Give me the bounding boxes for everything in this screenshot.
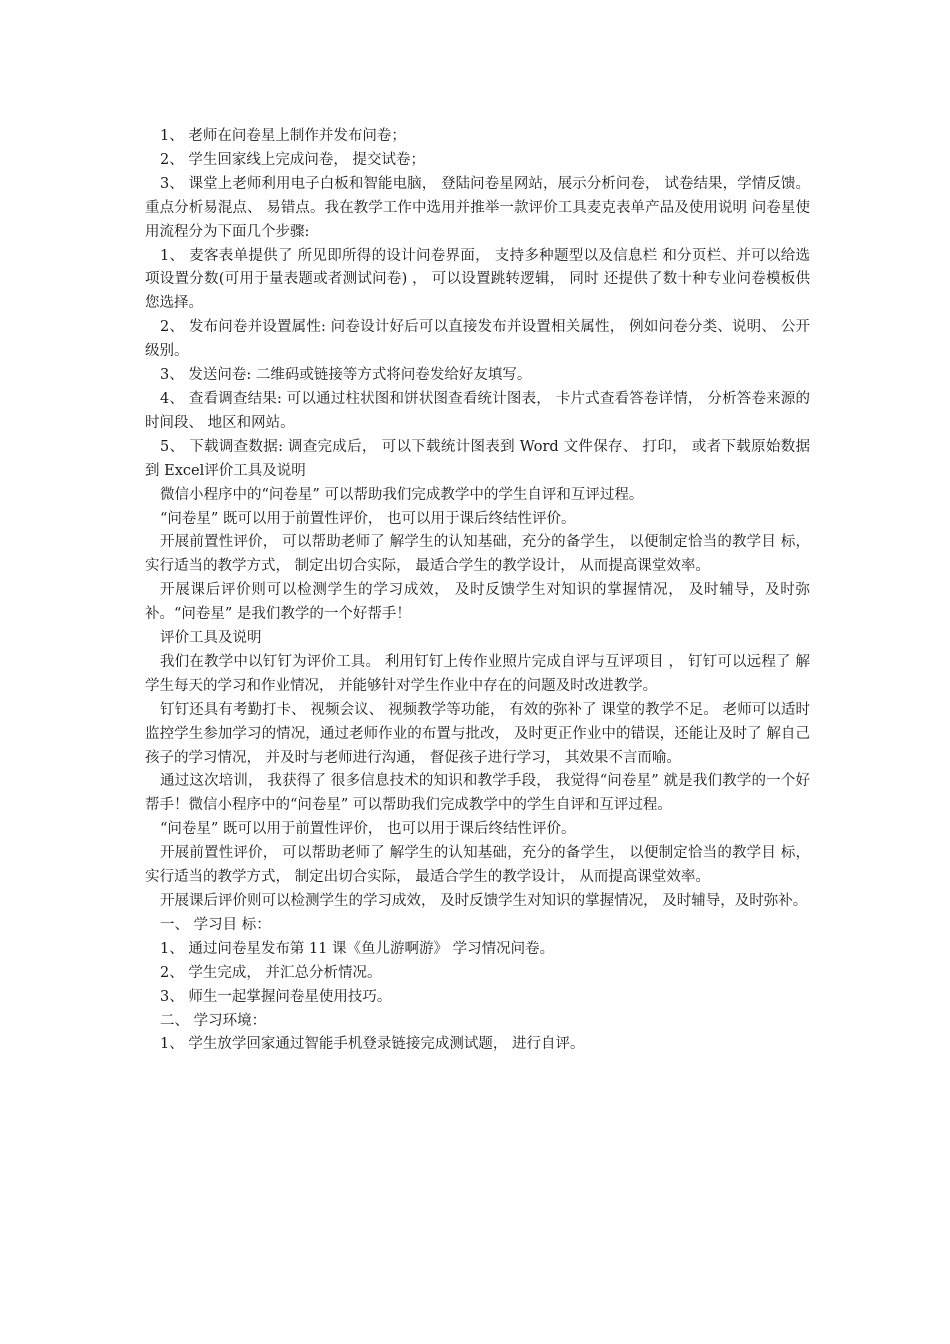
paragraph: 1、 麦客表单提供了 所见即所得的设计问卷界面， 支持多种题型以及信息栏 和分页栏、并可以给选项设置分数(可用于量表题或者测试问卷) ， 可以设置跳转逻辑， 同时 还提供了数十种专业问卷模板供您选择。: [145, 247, 810, 312]
paragraph: 3、 发送问卷: 二维码或链接等方式将问卷发给好友填写。: [160, 367, 532, 384]
paragraph: 我们在教学中以钉钉为评价工具。 利用钉钉上传作业照片完成自评与互评项目 ， 钉钉可以远程了 解学生每天的学习和作业情况， 并能够针对学生作业中存在的问题及时改进教学。: [145, 653, 810, 694]
paragraph: “问卷星” 既可以用于前置性评价， 也可以用于课后终结性评价。: [160, 821, 576, 838]
list-item: 1、 通过问卷星发布第 11 课《鱼儿游啊游》 学习情况问卷。: [160, 940, 555, 957]
paragraph: 2、 学生回家线上完成问卷， 提交试卷；: [160, 151, 425, 168]
document-body: [145, 125, 815, 1057]
list-item: 3、 师生一起掌握问卷星使用技巧。: [160, 988, 392, 1005]
paragraph: 开展课后评价则可以检测学生的学习成效， 及时反馈学生对知识的掌握情况， 及时辅导，及时弥补。“问卷星” 是我们教学的一个好帮手！: [145, 582, 810, 623]
paragraph: 开展前置性评价， 可以帮助老师了 解学生的认知基础，充分的备学生， 以便制定恰当的教学目 标， 实行适当的教学方式， 制定出切合实际， 最适合学生的教学设计， 从而提高课堂效率。: [145, 845, 815, 886]
paragraph: 5、 下载调查数据: 调查完成后， 可以下载统计图表到 Word 文件保存、 打印， 或者下载原始数据到 Excel评价工具及说明: [145, 438, 810, 479]
paragraph: 开展前置性评价， 可以帮助老师了 解学生的认知基础，充分的备学生， 以便制定恰当的教学目 标， 实行适当的教学方式， 制定出切合实际， 最适合学生的教学设计， 从而提高课堂效率。: [145, 534, 815, 575]
section-heading: 评价工具及说明: [160, 630, 262, 647]
section-heading: 二、 学习环境：: [160, 1012, 267, 1029]
list-item: 1、 学生放学回家通过智能手机登录链接完成测试题， 进行自评。: [160, 1036, 585, 1053]
paragraph: 2、 发布问卷并设置属性: 问卷设计好后可以直接发布并设置相关属性， 例如问卷分类、说明、 公开级别。: [145, 319, 810, 360]
paragraph: 钉钉还具有考勤打卡、 视频会议、 视频教学等功能， 有效的弥补了 课堂的教学不足。 老师可以适时监控学生参加学习的情况，通过老师作业的布置与批改， 及时更正作业中的错误，还能让及时了 解自己孩子的学习情况， 并及时与老师进行沟通， 督促孩子进行学习， 其效果不言而喻。: [145, 701, 810, 766]
paragraph: 微信小程序中的“问卷星” 可以帮助我们完成教学中的学生自评和互评过程。: [160, 486, 644, 503]
paragraph: 3、 课堂上老师利用电子白板和智能电脑， 登陆问卷星网站，展示分析问卷， 试卷结果，学情反馈。 重点分析易混点、 易错点。我在教学工作中选用并推举一款评价工具麦克表单产品及使用说明 问卷星使用流程分为下面几个步骤:: [145, 175, 815, 240]
paragraph: 通过这次培训， 我获得了 很多信息技术的知识和教学手段， 我觉得“问卷星” 就是我们教学的一个好帮手！微信小程序中的“问卷星” 可以帮助我们完成教学中的学生自评和互评过程。: [145, 773, 810, 814]
paragraph: 1、 老师在问卷星上制作并发布问卷；: [160, 128, 406, 144]
paragraph: “问卷星” 既可以用于前置性评价， 也可以用于课后终结性评价。: [160, 510, 576, 527]
paragraph: 开展课后评价则可以检测学生的学习成效， 及时反馈学生对知识的掌握情况， 及时辅导，及时弥补。: [160, 893, 808, 909]
section-heading: 一、 学习目 标：: [160, 916, 271, 933]
paragraph: 4、 查看调查结果: 可以通过柱状图和饼状图查看统计图表， 卡片式查看答卷详情， 分析答卷来源的时间段、 地区和网站。: [145, 390, 810, 431]
list-item: 2、 学生完成， 并汇总分析情况。: [160, 964, 382, 981]
